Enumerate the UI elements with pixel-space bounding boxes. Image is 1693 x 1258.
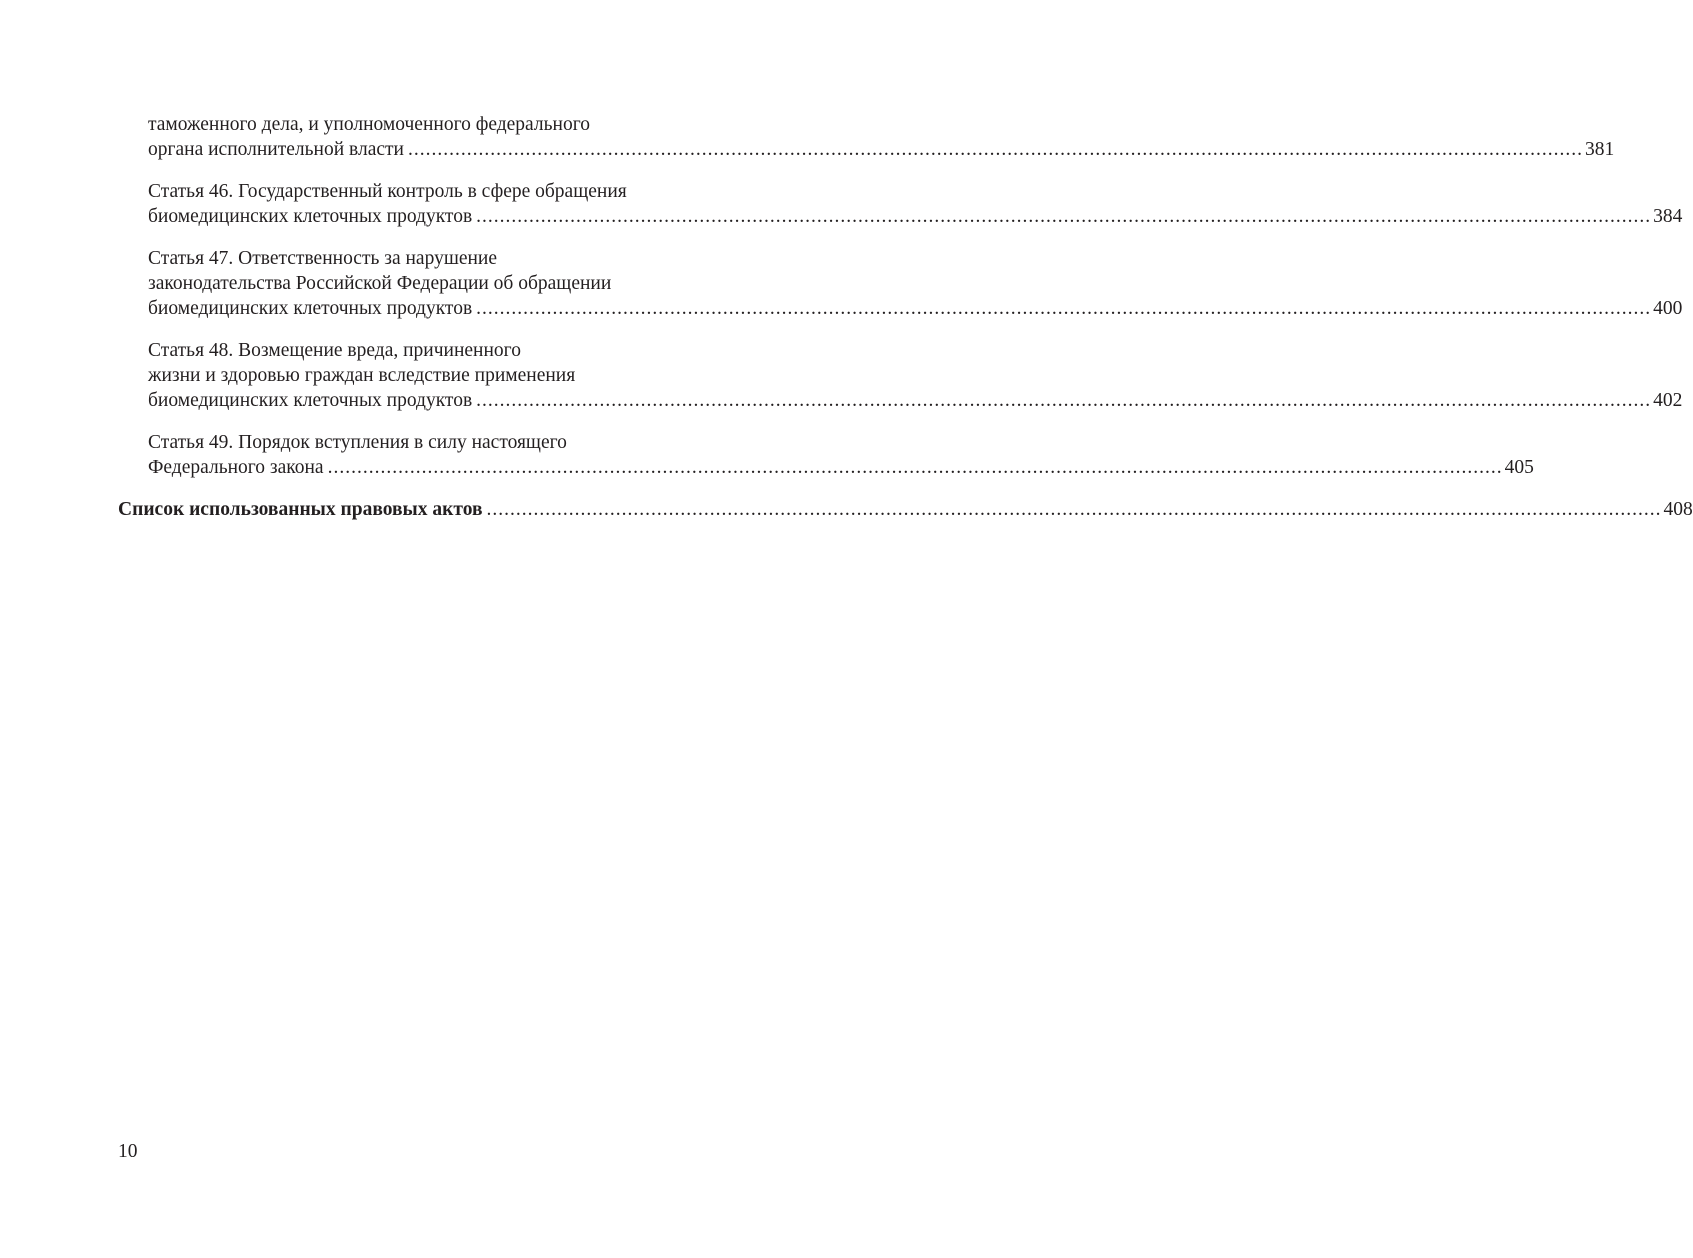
toc-page-number: 402 xyxy=(1653,390,1683,411)
dot-leader: ........................................................................................................................................................................................................ xyxy=(486,499,1662,520)
toc-entry[interactable] xyxy=(118,338,1683,413)
toc-page-number: 408 xyxy=(1663,499,1693,520)
toc-entry-title-end: биомедицинских клеточных продуктов xyxy=(148,390,473,411)
toc-entry-title-end: органа исполнительной власти xyxy=(148,139,404,160)
toc-entry-last-line xyxy=(148,204,1683,229)
toc-entry-line: Статья 47. Ответственность за нарушение xyxy=(148,248,498,269)
toc-entry-line: жизни и здоровью граждан вследствие применения xyxy=(148,365,576,386)
toc-entry-last-line xyxy=(148,137,1615,162)
toc-entry-title: Список использованных правовых актов xyxy=(118,499,483,520)
toc-entry-last-line xyxy=(148,455,1534,480)
dot-leader: ........................................................................................................................................................................................................ xyxy=(476,206,1652,227)
toc-entry[interactable] xyxy=(118,430,1534,480)
toc-entry-title-end: Федерального закона xyxy=(148,457,324,478)
toc-page-number: 400 xyxy=(1653,298,1683,319)
toc-entry-last-line xyxy=(118,497,1693,522)
toc-entry-line: таможенного дела, и уполномоченного федерального xyxy=(148,114,590,135)
toc-entry-line: законодательства Российской Федерации об обращении xyxy=(148,273,612,294)
toc-entry[interactable] xyxy=(118,112,1615,162)
toc-entry-title-end: биомедицинских клеточных продуктов xyxy=(148,206,473,227)
toc-entry-title-end: биомедицинских клеточных продуктов xyxy=(148,298,473,319)
dot-leader: ........................................................................................................................................................................................................ xyxy=(476,390,1652,411)
toc-entry-line: Статья 48. Возмещение вреда, причиненного xyxy=(148,340,521,361)
toc-entry[interactable] xyxy=(118,179,1683,229)
dot-leader: ........................................................................................................................................................................................................ xyxy=(476,298,1652,319)
toc-page-number: 381 xyxy=(1585,139,1615,160)
toc-entry-line: Статья 49. Порядок вступления в силу настоящего xyxy=(148,432,567,453)
toc-entry-last-line xyxy=(148,296,1683,321)
page-number: 10 xyxy=(118,1141,138,1162)
toc-entry[interactable] xyxy=(118,246,1683,321)
toc-entry-references[interactable] xyxy=(118,497,1693,522)
toc-page-number: 384 xyxy=(1653,206,1683,227)
toc-entry-line: Статья 46. Государственный контроль в сфере обращения xyxy=(148,181,627,202)
dot-leader: ........................................................................................................................................................................................................ xyxy=(327,457,1503,478)
toc-page-number: 405 xyxy=(1504,457,1534,478)
dot-leader: ........................................................................................................................................................................................................ xyxy=(408,139,1583,160)
table-of-contents xyxy=(118,112,1693,522)
toc-entry-last-line xyxy=(148,388,1683,413)
